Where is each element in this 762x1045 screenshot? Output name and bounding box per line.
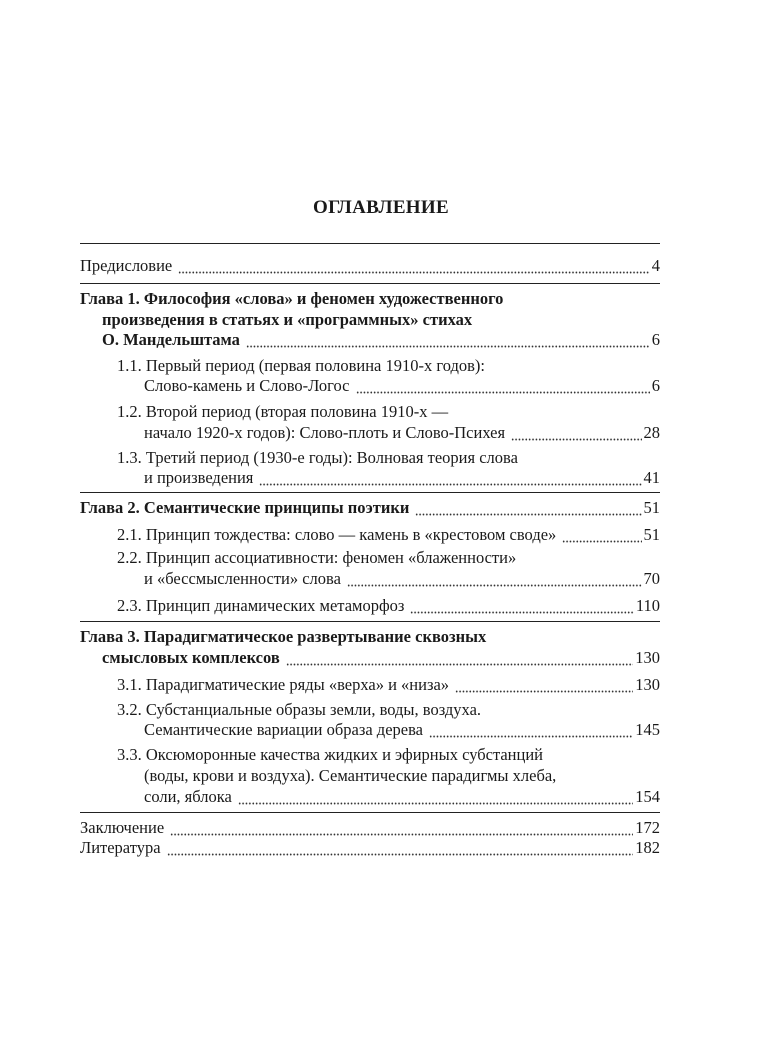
page-number: 6 <box>651 376 660 395</box>
chapter-title-cont: смысловых комплексов <box>102 648 280 667</box>
page-number: 130 <box>635 675 660 694</box>
dot-leader <box>170 821 633 837</box>
dot-leader <box>356 379 650 395</box>
toc-entry-section-3-3[interactable] <box>144 786 660 807</box>
divider-top <box>80 243 660 244</box>
section-title: 2.3. Принцип динамических метаморфоз <box>117 596 405 615</box>
page-number: 51 <box>643 525 660 544</box>
chapter-title[interactable]: Глава 1. Философия «слова» и феномен художественного <box>80 289 504 308</box>
dot-leader <box>455 678 633 694</box>
entry-title: Предисловие <box>80 256 173 275</box>
page-number: 6 <box>651 330 660 349</box>
dot-leader <box>415 501 641 517</box>
dot-leader <box>238 790 633 806</box>
dot-leader <box>511 426 641 442</box>
entry-title: Литература <box>80 838 161 857</box>
toc-entry-section-1-3[interactable] <box>144 467 660 488</box>
section-title-cont: начало 1920-х годов): Слово-плоть и Слово-Психея <box>144 423 506 442</box>
section-title-cont: соли, яблока <box>144 787 232 806</box>
section-title[interactable]: 1.2. Второй период (вторая половина 1910-х — <box>117 402 449 421</box>
chapter-title-cont: О. Мандельштама <box>102 330 240 349</box>
chapter-title[interactable]: Глава 3. Парадигматическое развертывание сквозных <box>80 627 487 646</box>
section-title[interactable]: 2.2. Принцип ассоциативности: феномен «блаженности» <box>117 548 517 567</box>
divider <box>80 492 660 493</box>
section-title: 2.1. Принцип тождества: слово — камень в «крестовом своде» <box>117 525 557 544</box>
page-number: 28 <box>643 423 660 442</box>
divider <box>80 283 660 284</box>
dot-leader <box>246 333 650 349</box>
divider <box>80 812 660 813</box>
page-number: 51 <box>643 498 660 517</box>
section-title-cont: Слово-камень и Слово-Логос <box>144 376 350 395</box>
toc-entry-chapter-1[interactable] <box>102 329 660 350</box>
page-number: 130 <box>635 648 660 667</box>
dot-leader <box>286 651 633 667</box>
page-number: 145 <box>635 720 660 739</box>
section-title[interactable]: 1.3. Третий период (1930-е годы): Волновая теория слова <box>117 448 518 467</box>
dot-leader <box>429 723 633 739</box>
dot-leader <box>347 572 642 588</box>
toc-entry-section-1-2[interactable] <box>144 422 660 443</box>
dot-leader <box>167 841 634 857</box>
dot-leader <box>259 471 641 487</box>
section-title-cont: Семантические вариации образа дерева <box>144 720 423 739</box>
section-title[interactable]: 3.3. Оксюморонные качества жидких и эфирных субстанций <box>117 745 543 764</box>
dot-leader <box>562 528 641 544</box>
dot-leader <box>410 599 633 615</box>
chapter-title-cont: произведения в статьях и «программных» стихах <box>102 310 473 329</box>
page-number: 4 <box>651 256 660 275</box>
section-title[interactable]: 1.1. Первый период (первая половина 1910-х годов): <box>117 356 485 375</box>
chapter-title: Глава 2. Семантические принципы поэтики <box>80 498 410 517</box>
section-title: 3.1. Парадигматические ряды «верха» и «низа» <box>117 675 450 694</box>
toc-entry-preface[interactable] <box>80 255 660 276</box>
section-title-cont: и «бессмысленности» слова <box>144 569 341 588</box>
page-number: 41 <box>643 468 660 487</box>
toc-entry-chapter-3[interactable] <box>102 647 660 668</box>
section-title-cont: и произведения <box>144 468 254 487</box>
toc-entry-section-1-1[interactable] <box>144 375 660 396</box>
toc-entry-literature[interactable] <box>80 837 660 858</box>
dot-leader <box>178 259 650 275</box>
page-number: 172 <box>635 818 660 837</box>
page-number: 70 <box>643 569 660 588</box>
toc-entry-section-3-2[interactable] <box>144 719 660 740</box>
entry-title: Заключение <box>80 818 165 837</box>
page-number: 110 <box>635 596 660 615</box>
page-number: 154 <box>635 787 660 806</box>
toc-entry-section-2-2[interactable] <box>144 568 660 589</box>
toc-entry-section-2-1[interactable] <box>117 524 660 545</box>
toc-entry-conclusion[interactable] <box>80 817 660 838</box>
toc-entry-section-2-3[interactable] <box>117 595 660 616</box>
page-number: 182 <box>635 838 660 857</box>
toc-entry-chapter-2[interactable] <box>80 497 660 518</box>
section-title[interactable]: 3.2. Субстанциальные образы земли, воды, воздуха. <box>117 700 482 719</box>
toc-heading: ОГЛАВЛЕНИЕ <box>313 197 449 218</box>
toc-entry-section-3-1[interactable] <box>117 674 660 695</box>
divider <box>80 621 660 622</box>
section-title-cont: (воды, крови и воздуха). Семантические парадигмы хлеба, <box>144 766 557 785</box>
